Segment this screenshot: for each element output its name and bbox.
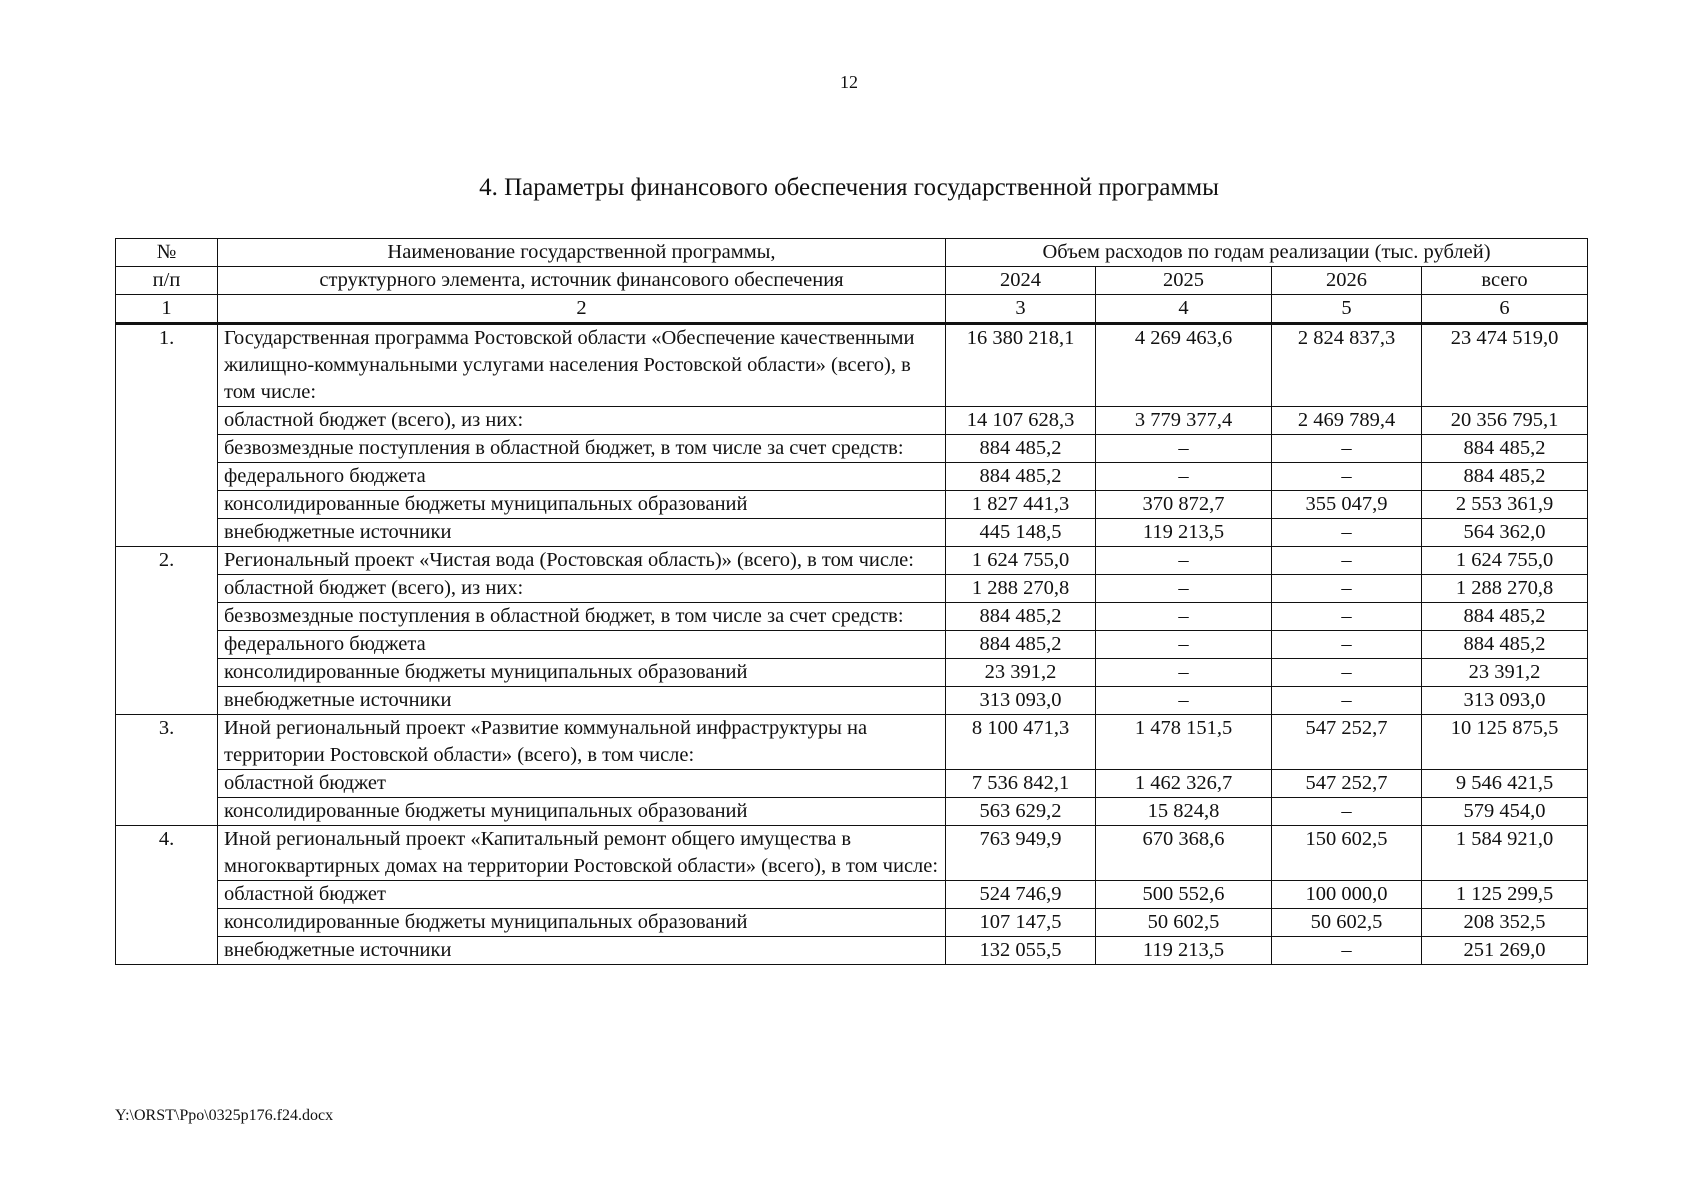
value-2025: – bbox=[1096, 463, 1272, 491]
value-total: 579 454,0 bbox=[1422, 798, 1588, 826]
row-number: 4. bbox=[116, 826, 218, 965]
program-name: Государственная программа Ростовской области «Обеспечение качественными жилищно-коммунальными услугами населения Ростовской области» (всего), в том числе: bbox=[218, 324, 946, 407]
column-index-4: 4 bbox=[1096, 295, 1272, 324]
value-2026: – bbox=[1272, 603, 1422, 631]
program-name: Иной региональный проект «Капитальный ремонт общего имущества в многоквартирных домах на территории Ростовской области» (всего), в том числе: bbox=[218, 826, 946, 881]
value-total: 208 352,5 bbox=[1422, 909, 1588, 937]
page-number: 12 bbox=[840, 72, 858, 92]
header-num-cell bbox=[116, 239, 218, 267]
value-total: 251 269,0 bbox=[1422, 937, 1588, 965]
table-row bbox=[116, 407, 1588, 435]
value-2025: – bbox=[1096, 631, 1272, 659]
funding-source: консолидированные бюджеты муниципальных образований bbox=[218, 659, 946, 687]
table-row bbox=[116, 547, 1588, 575]
header-name-cell bbox=[218, 239, 946, 267]
value-2026: 355 047,9 bbox=[1272, 491, 1422, 519]
value-total: 10 125 875,5 bbox=[1422, 715, 1588, 770]
table-row bbox=[116, 798, 1588, 826]
value-2026: – bbox=[1272, 547, 1422, 575]
table-row bbox=[116, 491, 1588, 519]
value-total: 1 624 755,0 bbox=[1422, 547, 1588, 575]
table-row bbox=[116, 909, 1588, 937]
value-2024: 524 746,9 bbox=[946, 881, 1096, 909]
value-total: 564 362,0 bbox=[1422, 519, 1588, 547]
value-2025: – bbox=[1096, 435, 1272, 463]
value-2026: 100 000,0 bbox=[1272, 881, 1422, 909]
value-2024: 763 949,9 bbox=[946, 826, 1096, 881]
table-row bbox=[116, 575, 1588, 603]
funding-source: безвозмездные поступления в областной бюджет, в том числе за счет средств: bbox=[218, 435, 946, 463]
value-2024: 7 536 842,1 bbox=[946, 770, 1096, 798]
value-total: 884 485,2 bbox=[1422, 435, 1588, 463]
value-2025: 50 602,5 bbox=[1096, 909, 1272, 937]
column-index-6: 6 bbox=[1422, 295, 1588, 324]
table-row bbox=[116, 770, 1588, 798]
value-2024: 445 148,5 bbox=[946, 519, 1096, 547]
value-2025: – bbox=[1096, 603, 1272, 631]
table-row bbox=[116, 631, 1588, 659]
value-2024: 14 107 628,3 bbox=[946, 407, 1096, 435]
value-2026: – bbox=[1272, 687, 1422, 715]
value-2026: 547 252,7 bbox=[1272, 770, 1422, 798]
value-2025: 500 552,6 bbox=[1096, 881, 1272, 909]
value-2026: – bbox=[1272, 435, 1422, 463]
header-num-cell-2 bbox=[116, 267, 218, 295]
value-2025: – bbox=[1096, 575, 1272, 603]
value-2025: – bbox=[1096, 547, 1272, 575]
value-2024: 313 093,0 bbox=[946, 687, 1096, 715]
table-row bbox=[116, 659, 1588, 687]
value-2026: – bbox=[1272, 937, 1422, 965]
value-2026: – bbox=[1272, 463, 1422, 491]
value-2024: 1 827 441,3 bbox=[946, 491, 1096, 519]
value-total: 1 288 270,8 bbox=[1422, 575, 1588, 603]
table-body bbox=[116, 324, 1588, 965]
funding-source: внебюджетные источники bbox=[218, 519, 946, 547]
value-2024: 132 055,5 bbox=[946, 937, 1096, 965]
funding-source: консолидированные бюджеты муниципальных образований bbox=[218, 909, 946, 937]
header-name-line2: структурного элемента, источник финансового обеспечения bbox=[319, 269, 844, 291]
value-total: 20 356 795,1 bbox=[1422, 407, 1588, 435]
row-number: 1. bbox=[116, 324, 218, 547]
value-2025: 370 872,7 bbox=[1096, 491, 1272, 519]
value-2026: – bbox=[1272, 659, 1422, 687]
funding-source: областной бюджет bbox=[218, 770, 946, 798]
header-year-2025: 2025 bbox=[1096, 267, 1272, 295]
value-2025: 119 213,5 bbox=[1096, 519, 1272, 547]
value-2024: 107 147,5 bbox=[946, 909, 1096, 937]
value-2025: 4 269 463,6 bbox=[1096, 324, 1272, 407]
table-row bbox=[116, 715, 1588, 770]
header-year-2024: 2024 bbox=[946, 267, 1096, 295]
funding-source: федерального бюджета bbox=[218, 463, 946, 491]
program-name: Иной региональный проект «Развитие коммунальной инфраструктуры на территории Ростовской области» (всего), в том числе: bbox=[218, 715, 946, 770]
table-row bbox=[116, 687, 1588, 715]
value-total: 313 093,0 bbox=[1422, 687, 1588, 715]
value-2025: 1 478 151,5 bbox=[1096, 715, 1272, 770]
value-total: 884 485,2 bbox=[1422, 631, 1588, 659]
value-2024: 884 485,2 bbox=[946, 463, 1096, 491]
header-name-line1: Наименование государственной программы, bbox=[387, 241, 776, 263]
value-total: 1 125 299,5 bbox=[1422, 881, 1588, 909]
value-2024: 16 380 218,1 bbox=[946, 324, 1096, 407]
table-row bbox=[116, 324, 1588, 407]
value-2025: 1 462 326,7 bbox=[1096, 770, 1272, 798]
funding-source: областной бюджет bbox=[218, 881, 946, 909]
value-2026: 2 824 837,3 bbox=[1272, 324, 1422, 407]
value-2026: 547 252,7 bbox=[1272, 715, 1422, 770]
footer-file-path: Y:\ORST\Ppo\0325p176.f24.docx bbox=[115, 1107, 334, 1124]
value-total: 2 553 361,9 bbox=[1422, 491, 1588, 519]
value-2024: 23 391,2 bbox=[946, 659, 1096, 687]
value-2024: 8 100 471,3 bbox=[946, 715, 1096, 770]
value-2025: 670 368,6 bbox=[1096, 826, 1272, 881]
header-name-cell-2 bbox=[218, 267, 946, 295]
table-row bbox=[116, 937, 1588, 965]
column-index-3: 3 bbox=[946, 295, 1096, 324]
value-2025: 15 824,8 bbox=[1096, 798, 1272, 826]
funding-source: областной бюджет (всего), из них: bbox=[218, 575, 946, 603]
row-number: 2. bbox=[116, 547, 218, 715]
table-row bbox=[116, 463, 1588, 491]
value-2025: – bbox=[1096, 659, 1272, 687]
value-2024: 1 624 755,0 bbox=[946, 547, 1096, 575]
header-year-2026: 2026 bbox=[1272, 267, 1422, 295]
value-total: 23 391,2 bbox=[1422, 659, 1588, 687]
row-number: 3. bbox=[116, 715, 218, 826]
value-total: 884 485,2 bbox=[1422, 603, 1588, 631]
column-index-2: 2 bbox=[218, 295, 946, 324]
funding-source: консолидированные бюджеты муниципальных образований bbox=[218, 798, 946, 826]
value-2024: 1 288 270,8 bbox=[946, 575, 1096, 603]
value-2025: 3 779 377,4 bbox=[1096, 407, 1272, 435]
value-2026: 2 469 789,4 bbox=[1272, 407, 1422, 435]
funding-source: безвозмездные поступления в областной бюджет, в том числе за счет средств: bbox=[218, 603, 946, 631]
table-row bbox=[116, 519, 1588, 547]
header-num-line2: п/п bbox=[152, 269, 181, 291]
program-name: Региональный проект «Чистая вода (Ростовская область)» (всего), в том числе: bbox=[218, 547, 946, 575]
section-title: 4. Параметры финансового обеспечения государственной программы bbox=[479, 174, 1219, 201]
funding-source: областной бюджет (всего), из них: bbox=[218, 407, 946, 435]
header-num-line1: № bbox=[156, 241, 177, 263]
value-total: 1 584 921,0 bbox=[1422, 826, 1588, 881]
value-2026: – bbox=[1272, 519, 1422, 547]
value-2024: 884 485,2 bbox=[946, 603, 1096, 631]
funding-source: консолидированные бюджеты муниципальных образований bbox=[218, 491, 946, 519]
value-2026: – bbox=[1272, 575, 1422, 603]
funding-source: внебюджетные источники bbox=[218, 937, 946, 965]
value-2026: – bbox=[1272, 631, 1422, 659]
value-2025: 119 213,5 bbox=[1096, 937, 1272, 965]
value-total: 23 474 519,0 bbox=[1422, 324, 1588, 407]
value-2026: 50 602,5 bbox=[1272, 909, 1422, 937]
value-2024: 884 485,2 bbox=[946, 435, 1096, 463]
table-row bbox=[116, 881, 1588, 909]
value-2024: 563 629,2 bbox=[946, 798, 1096, 826]
value-2026: – bbox=[1272, 798, 1422, 826]
column-index-5: 5 bbox=[1272, 295, 1422, 324]
funding-source: внебюджетные источники bbox=[218, 687, 946, 715]
header-expenses: Объем расходов по годам реализации (тыс. рублей) bbox=[946, 239, 1588, 267]
funding-source: федерального бюджета bbox=[218, 631, 946, 659]
value-2024: 884 485,2 bbox=[946, 631, 1096, 659]
table-row bbox=[116, 826, 1588, 881]
column-index-1: 1 bbox=[116, 295, 218, 324]
value-2026: 150 602,5 bbox=[1272, 826, 1422, 881]
header-total: всего bbox=[1422, 267, 1588, 295]
table-row bbox=[116, 603, 1588, 631]
table-row bbox=[116, 435, 1588, 463]
value-2025: – bbox=[1096, 687, 1272, 715]
value-total: 9 546 421,5 bbox=[1422, 770, 1588, 798]
value-total: 884 485,2 bbox=[1422, 463, 1588, 491]
financing-table bbox=[115, 238, 1588, 965]
